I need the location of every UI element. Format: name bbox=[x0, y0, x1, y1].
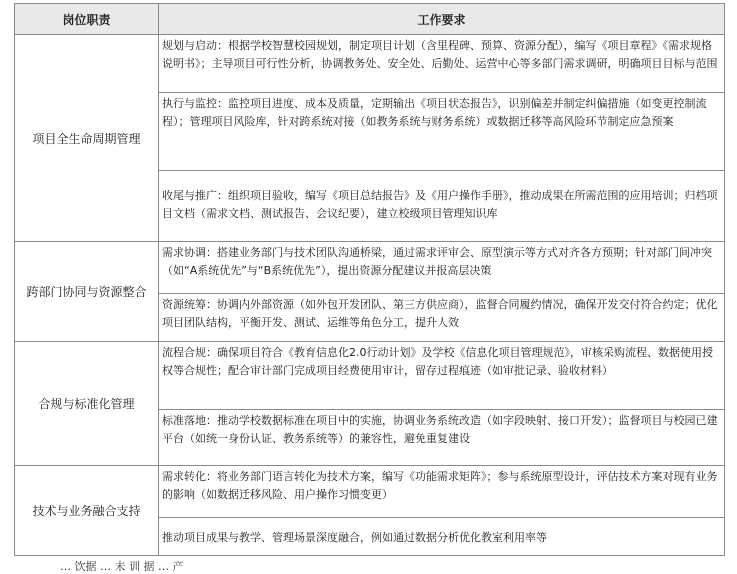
requirement-cell: 收尾与推广：组织项目验收，编写《项目总结报告》及《用户操作手册》，推动成果在所需范围的应用培训；归档项目文档（需求文档、测试报告、会议纪要），建立校级项目管理知识库 bbox=[159, 171, 725, 242]
table-row bbox=[15, 466, 725, 518]
role-cell-lifecycle: 项目全生命周期管理 bbox=[15, 35, 159, 242]
footer-text: … 饮据 … 未 训 据 … 产 bbox=[60, 560, 184, 573]
table-row bbox=[15, 35, 725, 93]
role-cell-tech-business: 技术与业务融合支持 bbox=[15, 466, 159, 556]
requirement-cell: 需求转化：将业务部门语言转化为技术方案，编写《功能需求矩阵》；参与系统原型设计，评估技术方案对现有业务的影响（如数据迁移风险、用户操作习惯变更） bbox=[159, 466, 725, 518]
requirement-cell: 执行与监控：监控项目进度、成本及质量，定期输出《项目状态报告》，识别偏差并制定纠偏措施（如变更控制流程）；管理项目风险库，针对跨系统对接（如教务系统与财务系统）或数据迁移等高风险环节制定应急预案 bbox=[159, 93, 725, 171]
requirement-cell: 规划与启动：根据学校智慧校园规划，制定项目计划（含里程碑、预算、资源分配），编写《项目章程》《需求规格说明书》；主导项目可行性分析，协调教务处、安全处、后勤处、运营中心等多部门需求调研，明确项目目标与范围 bbox=[159, 35, 725, 93]
requirement-cell: 资源统筹：协调内外部资源（如外包开发团队、第三方供应商），监督合同履约情况，确保开发交付符合约定；优化项目团队结构，平衡开发、测试、运维等角色分工，提升人效 bbox=[159, 294, 725, 342]
header-requirements: 工作要求 bbox=[159, 4, 725, 35]
table-row bbox=[15, 242, 725, 294]
header-role: 岗位职责 bbox=[15, 4, 159, 35]
table-row bbox=[15, 342, 725, 410]
requirements-table bbox=[14, 3, 725, 556]
header-row bbox=[15, 4, 725, 35]
requirement-cell: 流程合规：确保项目符合《教育信息化2.0行动计划》及学校《信息化项目管理规范》，审核采购流程、数据使用授权等合规性；配合审计部门完成项目经费使用审计，留存过程痕迹（如审批记录、验收材料） bbox=[159, 342, 725, 410]
role-cell-compliance: 合规与标准化管理 bbox=[15, 342, 159, 466]
requirement-cell: 标准落地：推动学校数据标准在项目中的实施，协调业务系统改造（如字段映射、接口开发）；监督项目与校园已建平台（如统一身份认证、教务系统等）的兼容性，避免重复建设 bbox=[159, 410, 725, 466]
requirement-cell: 推动项目成果与教学、管理场景深度融合，例如通过数据分析优化教室利用率等 bbox=[159, 518, 725, 556]
requirement-cell: 需求协调：搭建业务部门与技术团队沟通桥梁，通过需求评审会、原型演示等方式对齐各方预期；针对部门间冲突（如“A系统优先”与“B系统优先”），提出资源分配建议并报高层决策 bbox=[159, 242, 725, 294]
role-cell-coordination: 跨部门协同与资源整合 bbox=[15, 242, 159, 342]
